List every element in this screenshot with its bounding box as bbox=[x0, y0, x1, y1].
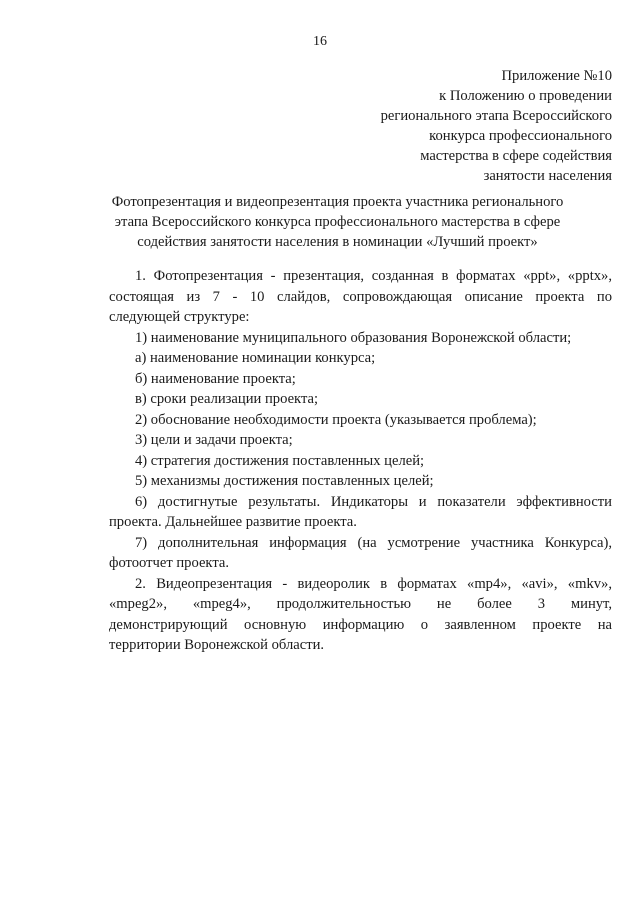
structure-item: в) сроки реализации проекта; bbox=[135, 391, 319, 407]
paragraph-additional-info bbox=[109, 533, 612, 574]
structure-item: 4) стратегия достижения поставленных целей; bbox=[135, 452, 425, 469]
title-line: содействия занятости населения в номинации «Лучший проект» bbox=[137, 234, 538, 250]
appendix-line: к Положению о проведении bbox=[439, 88, 612, 104]
structure-item: 5) механизмы достижения поставленных целей; bbox=[135, 473, 434, 489]
paragraph-line: состоящая из 7 - 10 слайдов, сопровождающая описание проекта по bbox=[109, 288, 612, 305]
title-line: Фотопрезентация и видеопрезентация проекта участника регионального bbox=[111, 194, 564, 210]
appendix-line: Приложение №10 bbox=[501, 68, 612, 84]
page-number: 16 bbox=[313, 34, 327, 49]
paragraph-line: фотоотчет проекта. bbox=[109, 555, 230, 571]
paragraph-line: 7) дополнительная информация (на усмотрение участника Конкурса), bbox=[135, 534, 612, 551]
structure-item: а) наименование номинации конкурса; bbox=[135, 350, 376, 366]
document-title bbox=[60, 192, 615, 252]
paragraph-line: 2. Видеопрезентация - видеоролик в форматах «mp4», «avi», «mkv», bbox=[135, 575, 612, 592]
title-line: этапа Всероссийского конкурса профессионального мастерства в сфере bbox=[114, 214, 561, 230]
paragraph-line: демонстрирующий основную информацию о заявленном проекте на bbox=[109, 616, 612, 633]
document-body bbox=[109, 266, 612, 656]
appendix-header bbox=[312, 66, 612, 186]
appendix-line: регионального этапа Всероссийского bbox=[380, 108, 612, 124]
paragraph-results bbox=[109, 492, 612, 533]
paragraph-video-presentation bbox=[109, 574, 612, 656]
paragraph-line: следующей структуре: bbox=[109, 309, 250, 325]
paragraph-photo-presentation bbox=[109, 266, 612, 328]
structure-item: 2) обоснование необходимости проекта (указывается проблема); bbox=[135, 411, 537, 428]
structure-item: 1) наименование муниципального образования Воронежской области; bbox=[135, 329, 572, 346]
structure-item: 3) цели и задачи проекта; bbox=[135, 432, 293, 448]
paragraph-line: 6) достигнутые результаты. Индикаторы и показатели эффективности bbox=[135, 493, 612, 510]
paragraph-line: территории Воронежской области. bbox=[109, 637, 325, 653]
appendix-line: занятости населения bbox=[483, 168, 612, 184]
appendix-line: мастерства в сфере содействия bbox=[420, 148, 612, 164]
paragraph-line: 1. Фотопрезентация - презентация, созданная в форматах «ppt», «pptx», bbox=[135, 268, 612, 284]
paragraph-line: проекта. Дальнейшее развитие проекта. bbox=[109, 514, 357, 530]
appendix-line: конкурса профессионального bbox=[429, 128, 612, 144]
paragraph-line: «mpeg2», «mpeg4», продолжительностью не более 3 минут, bbox=[109, 596, 612, 612]
structure-item: б) наименование проекта; bbox=[135, 370, 296, 387]
